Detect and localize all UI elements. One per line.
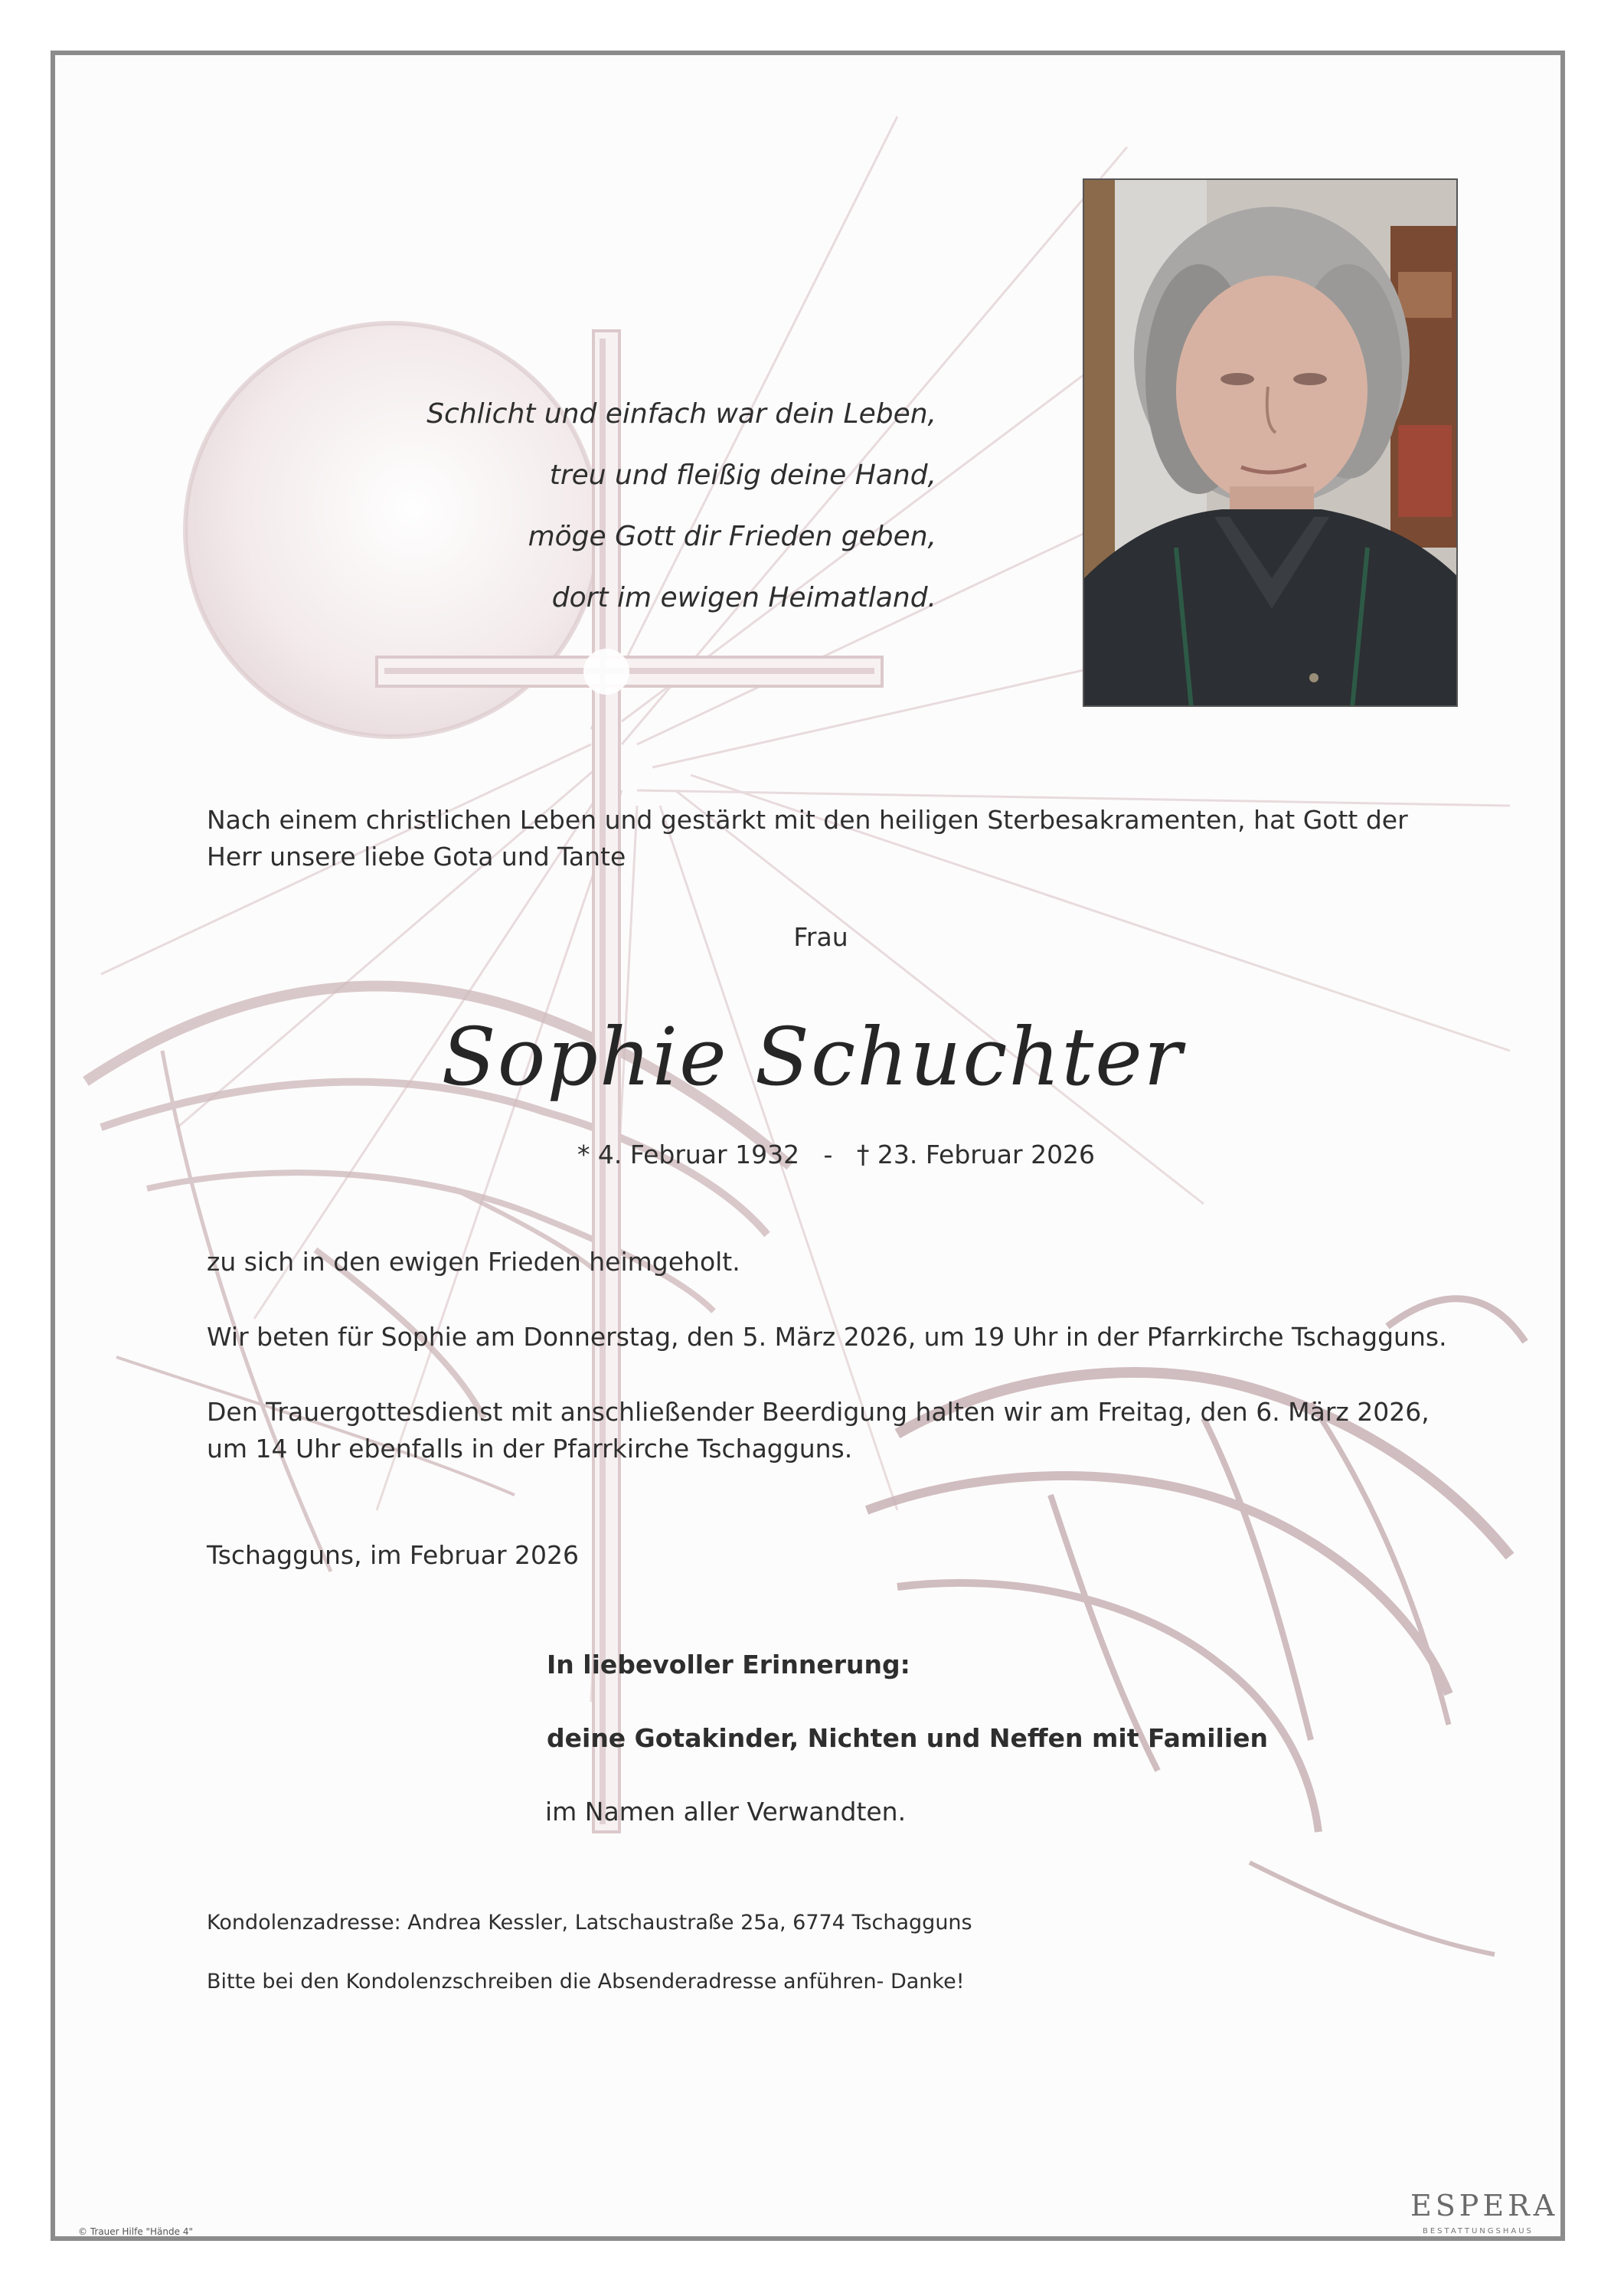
condolence-address: Kondolenzadresse: Andrea Kessler, Latschaustraße 25a, 6774 Tschagguns bbox=[207, 1911, 972, 1935]
paragraph-heimgeholt: zu sich in den ewigen Frieden heimgeholt. bbox=[207, 1247, 740, 1277]
obituary-card bbox=[51, 51, 1565, 2241]
deceased-name: Sophie Schuchter bbox=[441, 1010, 1184, 1104]
life-dates: * 4. Februar 1932 - † 23. Februar 2026 bbox=[577, 1140, 1096, 1169]
portrait-photo bbox=[1083, 178, 1458, 707]
paragraph-gottesdienst-1: Den Trauergottesdienst mit anschließender Beerdigung halten wir am Freitag, den 6. März 2026, bbox=[207, 1397, 1430, 1427]
paragraph-gebet: Wir beten für Sophie am Donnerstag, den 5. März 2026, um 19 Uhr in der Pfarrkirche Tschagguns. bbox=[207, 1322, 1447, 1352]
condolence-note: Bitte bei den Kondolenzschreiben die Absenderadresse anführen- Danke! bbox=[207, 1970, 965, 1993]
copyright-note: © Trauer Hilfe "Hände 4" bbox=[78, 2226, 193, 2237]
intro-line-2: Herr unsere liebe Gota und Tante bbox=[207, 842, 626, 872]
espera-logo: ESPERA bbox=[1410, 2189, 1559, 2222]
place-date: Tschagguns, im Februar 2026 bbox=[207, 1540, 580, 1570]
verse-line-4: dort im ewigen Heimatland. bbox=[551, 582, 936, 613]
paragraph-gottesdienst-2: um 14 Uhr ebenfalls in der Pfarrkirche Tschagguns. bbox=[207, 1434, 853, 1464]
espera-logo-subtitle: BESTATTUNGSHAUS bbox=[1423, 2227, 1534, 2235]
verse-line-3: möge Gott dir Frieden geben, bbox=[528, 521, 936, 552]
verse-line-2: treu und fleißig deine Hand, bbox=[549, 460, 936, 491]
intro-line-1: Nach einem christlichen Leben und gestärkt mit den heiligen Sterbesakramenten, hat Gott der bbox=[207, 805, 1408, 835]
verse-line-1: Schlicht und einfach war dein Leben, bbox=[426, 398, 936, 430]
mourners-relatives: im Namen aller Verwandten. bbox=[545, 1797, 907, 1827]
salutation: Frau bbox=[793, 922, 848, 952]
mourners-heading: In liebevoller Erinnerung: bbox=[547, 1650, 910, 1679]
mourners-family: deine Gotakinder, Nichten und Neffen mit Familien bbox=[547, 1723, 1269, 1753]
